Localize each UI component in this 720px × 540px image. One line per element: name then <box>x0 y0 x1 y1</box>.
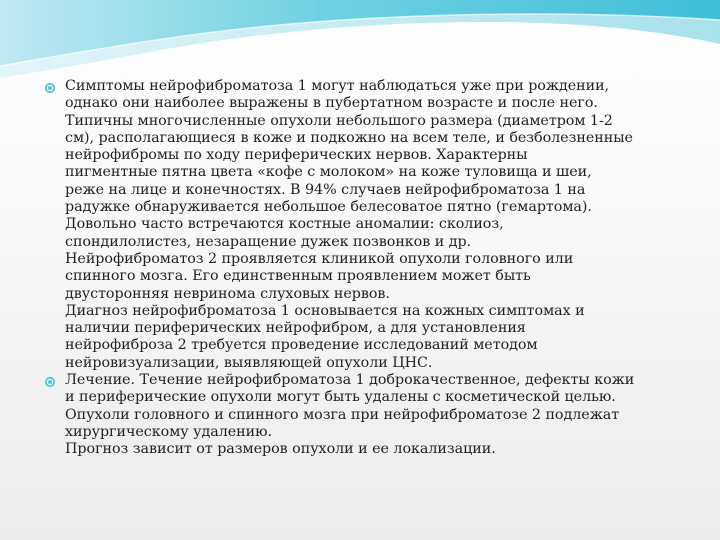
text-line: двусторонняя невринома слуховых нервов. <box>65 285 390 302</box>
text-line: Довольно часто встречаются костные аномалии: сколиоз, <box>65 216 504 233</box>
text-line: нейрофибромы по ходу периферических нервов. Характерны <box>65 147 528 164</box>
text-line: нейровизуализации, выявляющей опухоли ЦНС. <box>65 354 433 371</box>
text-line: спинного мозга. Его единственным проявлением может быть <box>65 268 531 285</box>
text-line: радужке обнаруживается небольшое белесоватое пятно (гемартома). <box>65 199 592 216</box>
text-line: спондилолистез, незаращение дужек позвонков и др. <box>65 233 472 250</box>
bullet-item-treatment <box>44 372 694 458</box>
text-line: хирургическому удалению. <box>65 423 272 440</box>
text-line: Диагноз нейрофиброматоза 1 основывается на кожных симптомах и <box>65 302 585 319</box>
text-line: Симптомы нейрофиброматоза 1 могут наблюдаться уже при рождении, <box>65 78 610 94</box>
text-line: наличии периферических нейрофибром, а для установления <box>65 320 526 337</box>
text-line: Типичны многочисленные опухоли небольшого размера (диаметром 1-2 <box>65 112 613 129</box>
text-line: и периферические опухоли могут быть удалены с косметической целью. <box>65 389 616 406</box>
text-line: пигментные пятна цвета «кофе с молоком» на коже туловища и шеи, <box>65 164 592 181</box>
text-line: нейрофиброза 2 требуется проведение исследований методом <box>65 337 538 354</box>
text-line: см), располагающиеся в коже и подкожно на всем теле, и безболезненные <box>65 129 633 146</box>
header-wave-decoration <box>0 0 720 90</box>
text-line: Прогноз зависит от размеров опухоли и ее локализации. <box>65 441 496 458</box>
text-line: однако они наиболее выражены в пубертатном возрасте и после него. <box>65 95 598 112</box>
circle-bullet-icon <box>44 376 56 388</box>
text-line: Лечение. Течение нейрофиброматоза 1 доброкачественное, дефекты кожи <box>65 372 635 389</box>
slide-body <box>44 78 694 459</box>
circle-bullet-icon <box>44 82 56 94</box>
bullet-item-symptoms <box>44 78 694 372</box>
text-line: Опухоли головного и спинного мозга при нейрофиброматозе 2 подлежат <box>65 406 620 423</box>
text-line: Нейрофиброматоз 2 проявляется клиникой опухоли головного или <box>65 250 574 267</box>
text-line: реже на лице и конечностях. В 94% случаев нейрофиброматоза 1 на <box>65 181 586 198</box>
